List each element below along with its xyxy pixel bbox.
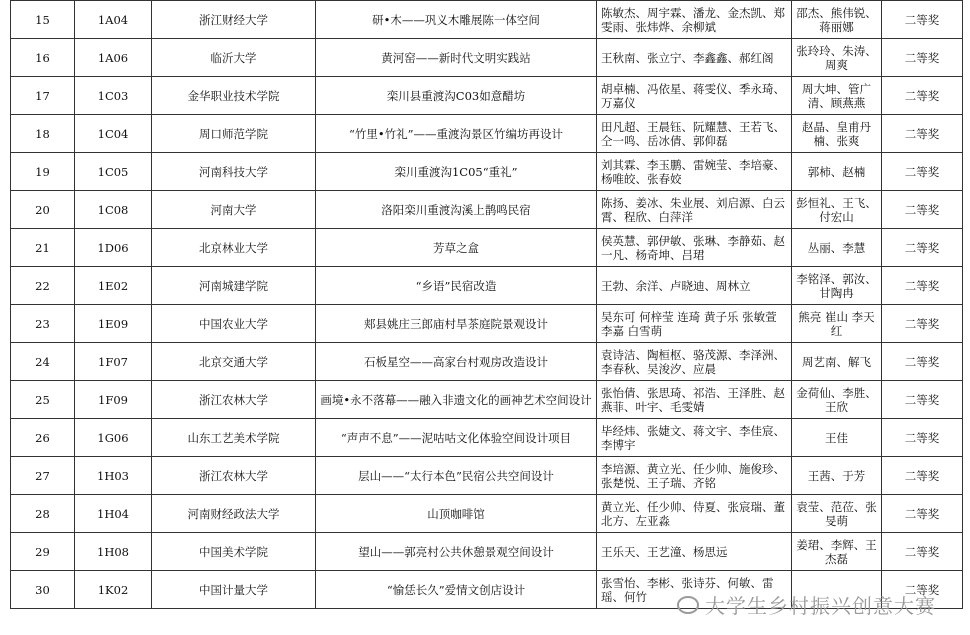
project-code-cell: 1C03 bbox=[75, 77, 152, 115]
row-number-cell: 23 bbox=[11, 305, 75, 343]
row-number-cell: 17 bbox=[11, 77, 75, 115]
team-members-cell: 王勃、余洋、卢晓迪、周林立 bbox=[597, 267, 792, 305]
school-name-cell: 中国美术学院 bbox=[152, 533, 316, 571]
award-level-cell: 二等奖 bbox=[882, 381, 963, 419]
school-name-cell: 河南科技大学 bbox=[152, 153, 316, 191]
table-row bbox=[11, 115, 963, 153]
school-name-cell: 中国农业大学 bbox=[152, 305, 316, 343]
project-title-cell: 研•木——巩义木雕展陈一体空间 bbox=[316, 1, 597, 39]
school-name-cell: 浙江农林大学 bbox=[152, 457, 316, 495]
project-title-cell: 洛阳栾川重渡沟溪上鹊鸣民宿 bbox=[316, 191, 597, 229]
award-level-cell: 二等奖 bbox=[882, 343, 963, 381]
team-members-cell: 王乐天、王艺潼、杨思远 bbox=[597, 533, 792, 571]
project-code-cell: 1H03 bbox=[75, 457, 152, 495]
project-code-cell: 1C04 bbox=[75, 115, 152, 153]
team-members-cell: 黄立光、任少帅、侍夏、张宸瑞、董北方、左亚淼 bbox=[597, 495, 792, 533]
project-code-cell: 1E09 bbox=[75, 305, 152, 343]
school-name-cell: 河南大学 bbox=[152, 191, 316, 229]
school-name-cell: 周口师范学院 bbox=[152, 115, 316, 153]
project-title-cell: 画境•永不落幕——融入非遗文化的画神艺术空间设计 bbox=[316, 381, 597, 419]
advisors-cell: 郭柿、赵楠 bbox=[792, 153, 882, 191]
project-title-cell: 石板星空——高家台村观房改造设计 bbox=[316, 343, 597, 381]
row-number-cell: 27 bbox=[11, 457, 75, 495]
table-row bbox=[11, 305, 963, 343]
project-title-cell: 层山——“太行本色”民宿公共空间设计 bbox=[316, 457, 597, 495]
project-title-cell: 栾川重渡沟1C05“重礼” bbox=[316, 153, 597, 191]
advisors-cell: 王佳 bbox=[792, 419, 882, 457]
advisors-cell: 彭恒礼、王飞、付宏山 bbox=[792, 191, 882, 229]
team-members-cell: 张怡倩、张思琦、祁浩、王泽胜、赵燕菲、叶宇、毛雯婧 bbox=[597, 381, 792, 419]
project-code-cell: 1F07 bbox=[75, 343, 152, 381]
row-number-cell: 19 bbox=[11, 153, 75, 191]
project-code-cell: 1G06 bbox=[75, 419, 152, 457]
team-members-cell: 王秋南、张立宁、李鑫鑫、郝红阁 bbox=[597, 39, 792, 77]
project-code-cell: 1H04 bbox=[75, 495, 152, 533]
table-row bbox=[11, 39, 963, 77]
award-level-cell: 二等奖 bbox=[882, 191, 963, 229]
award-level-cell: 二等奖 bbox=[882, 1, 963, 39]
project-title-cell: 郏县姚庄三郎庙村旱茶庭院景观设计 bbox=[316, 305, 597, 343]
row-number-cell: 21 bbox=[11, 229, 75, 267]
row-number-cell: 29 bbox=[11, 533, 75, 571]
project-title-cell: 黄河窑——新时代文明实践站 bbox=[316, 39, 597, 77]
team-members-cell: 袁诗洁、陶桓枢、骆茂源、李泽洲、李春秋、吴浚汐、应晨 bbox=[597, 343, 792, 381]
project-title-cell: 望山——郭亮村公共休憩景观空间设计 bbox=[316, 533, 597, 571]
project-title-cell: “愉恁长久”爱情文创店设计 bbox=[316, 571, 597, 609]
advisors-cell: 赵晶、皇甫丹楠、张爽 bbox=[792, 115, 882, 153]
team-members-cell: 李培源、黄立光、任少帅、施俊珍、张楚悦、王子瑞、齐铭 bbox=[597, 457, 792, 495]
project-code-cell: 1A04 bbox=[75, 1, 152, 39]
project-code-cell: 1F09 bbox=[75, 381, 152, 419]
advisors-cell: 丛丽、李慧 bbox=[792, 229, 882, 267]
table-row bbox=[11, 343, 963, 381]
school-name-cell: 金华职业技术学院 bbox=[152, 77, 316, 115]
team-members-cell: 侯英慧、郭伊敏、张琳、李静茹、赵一凡、杨奇坤、吕珺 bbox=[597, 229, 792, 267]
project-title-cell: 山顶咖啡馆 bbox=[316, 495, 597, 533]
advisors-cell: 张玲玲、朱涛、周爽 bbox=[792, 39, 882, 77]
team-members-cell: 张雪怡、李彬、张诗芬、何敏、雷瑶、何竹 bbox=[597, 571, 792, 609]
award-level-cell: 二等奖 bbox=[882, 229, 963, 267]
table-row bbox=[11, 267, 963, 305]
advisors-cell: 李铭泽、郭汝、甘陶冉 bbox=[792, 267, 882, 305]
award-level-cell: 二等奖 bbox=[882, 153, 963, 191]
project-code-cell: 1K02 bbox=[75, 571, 152, 609]
school-name-cell: 浙江农林大学 bbox=[152, 381, 316, 419]
advisors-cell: 邵杰、熊伟锐、蒋丽娜 bbox=[792, 1, 882, 39]
project-title-cell: “乡语”民宿改造 bbox=[316, 267, 597, 305]
school-name-cell: 北京交通大学 bbox=[152, 343, 316, 381]
school-name-cell: 山东工艺美术学院 bbox=[152, 419, 316, 457]
project-title-cell: “声声不息”——泥咕咕文化体验空间设计项目 bbox=[316, 419, 597, 457]
project-title-cell: 栾川县重渡沟C03如意醋坊 bbox=[316, 77, 597, 115]
row-number-cell: 22 bbox=[11, 267, 75, 305]
table-row bbox=[11, 153, 963, 191]
award-level-cell: 二等奖 bbox=[882, 495, 963, 533]
row-number-cell: 24 bbox=[11, 343, 75, 381]
school-name-cell: 北京林业大学 bbox=[152, 229, 316, 267]
row-number-cell: 16 bbox=[11, 39, 75, 77]
team-members-cell: 胡卓楠、冯依星、蒋雯仪、季永琦、万嘉仪 bbox=[597, 77, 792, 115]
award-level-cell: 二等奖 bbox=[882, 267, 963, 305]
award-level-cell: 二等奖 bbox=[882, 533, 963, 571]
project-code-cell: 1C08 bbox=[75, 191, 152, 229]
project-code-cell: 1C05 bbox=[75, 153, 152, 191]
award-level-cell: 二等奖 bbox=[882, 571, 963, 609]
advisors-cell: 熊亮 崔山 李天红 bbox=[792, 305, 882, 343]
school-name-cell: 河南财经政法大学 bbox=[152, 495, 316, 533]
team-members-cell: 吴东可 何梓莹 连琦 黄子乐 张敏萱 李嘉 白雪萌 bbox=[597, 305, 792, 343]
row-number-cell: 30 bbox=[11, 571, 75, 609]
table-row bbox=[11, 77, 963, 115]
team-members-cell: 毕经炜、张婕文、蒋文宇、李佳宸、李博宇 bbox=[597, 419, 792, 457]
table-row bbox=[11, 533, 963, 571]
project-code-cell: 1E02 bbox=[75, 267, 152, 305]
advisors-cell: 王茜、于芳 bbox=[792, 457, 882, 495]
row-number-cell: 20 bbox=[11, 191, 75, 229]
team-members-cell: 刘其霖、李玉鹏、雷婉莹、李培豪、杨唯皎、张春姣 bbox=[597, 153, 792, 191]
row-number-cell: 28 bbox=[11, 495, 75, 533]
wechat-icon bbox=[677, 596, 699, 614]
awards-table-body bbox=[11, 1, 963, 609]
school-name-cell: 浙江财经大学 bbox=[152, 1, 316, 39]
school-name-cell: 临沂大学 bbox=[152, 39, 316, 77]
watermark bbox=[677, 590, 936, 619]
award-level-cell: 二等奖 bbox=[882, 77, 963, 115]
project-title-cell: “竹里•竹礼”——重渡沟景区竹编坊再设计 bbox=[316, 115, 597, 153]
award-level-cell: 二等奖 bbox=[882, 419, 963, 457]
school-name-cell: 中国计量大学 bbox=[152, 571, 316, 609]
project-title-cell: 芳草之盒 bbox=[316, 229, 597, 267]
advisors-cell: 袁莹、范莅、张旻萌 bbox=[792, 495, 882, 533]
advisors-cell: 金荷仙、李胜、王欣 bbox=[792, 381, 882, 419]
project-code-cell: 1H08 bbox=[75, 533, 152, 571]
table-row bbox=[11, 495, 963, 533]
school-name-cell: 河南城建学院 bbox=[152, 267, 316, 305]
table-row bbox=[11, 457, 963, 495]
watermark-text: 大学生乡村振兴创意大赛 bbox=[705, 594, 936, 618]
table-row bbox=[11, 1, 963, 39]
team-members-cell: 陈扬、姜冰、朱业展、刘启源、白云霄、程欣、白萍洋 bbox=[597, 191, 792, 229]
row-number-cell: 26 bbox=[11, 419, 75, 457]
project-code-cell: 1D06 bbox=[75, 229, 152, 267]
award-level-cell: 二等奖 bbox=[882, 305, 963, 343]
table-row bbox=[11, 229, 963, 267]
awards-table bbox=[10, 0, 963, 609]
team-members-cell: 田凡超、王晨钰、阮耀慧、王若飞、仝一鸣、岳冰倩、郭仰磊 bbox=[597, 115, 792, 153]
advisors-cell: 周艺南、解飞 bbox=[792, 343, 882, 381]
award-level-cell: 二等奖 bbox=[882, 39, 963, 77]
advisors-cell: 姜珺、李辉、王杰磊 bbox=[792, 533, 882, 571]
row-number-cell: 18 bbox=[11, 115, 75, 153]
award-level-cell: 二等奖 bbox=[882, 115, 963, 153]
table-row bbox=[11, 381, 963, 419]
table-row bbox=[11, 191, 963, 229]
row-number-cell: 25 bbox=[11, 381, 75, 419]
project-code-cell: 1A06 bbox=[75, 39, 152, 77]
table-row bbox=[11, 419, 963, 457]
team-members-cell: 陈敏杰、周宇霖、潘龙、金杰凯、郑雯雨、张炜烨、余柳斌 bbox=[597, 1, 792, 39]
award-level-cell: 二等奖 bbox=[882, 457, 963, 495]
row-number-cell: 15 bbox=[11, 1, 75, 39]
advisors-cell: 周大坤、管广清、顾燕燕 bbox=[792, 77, 882, 115]
